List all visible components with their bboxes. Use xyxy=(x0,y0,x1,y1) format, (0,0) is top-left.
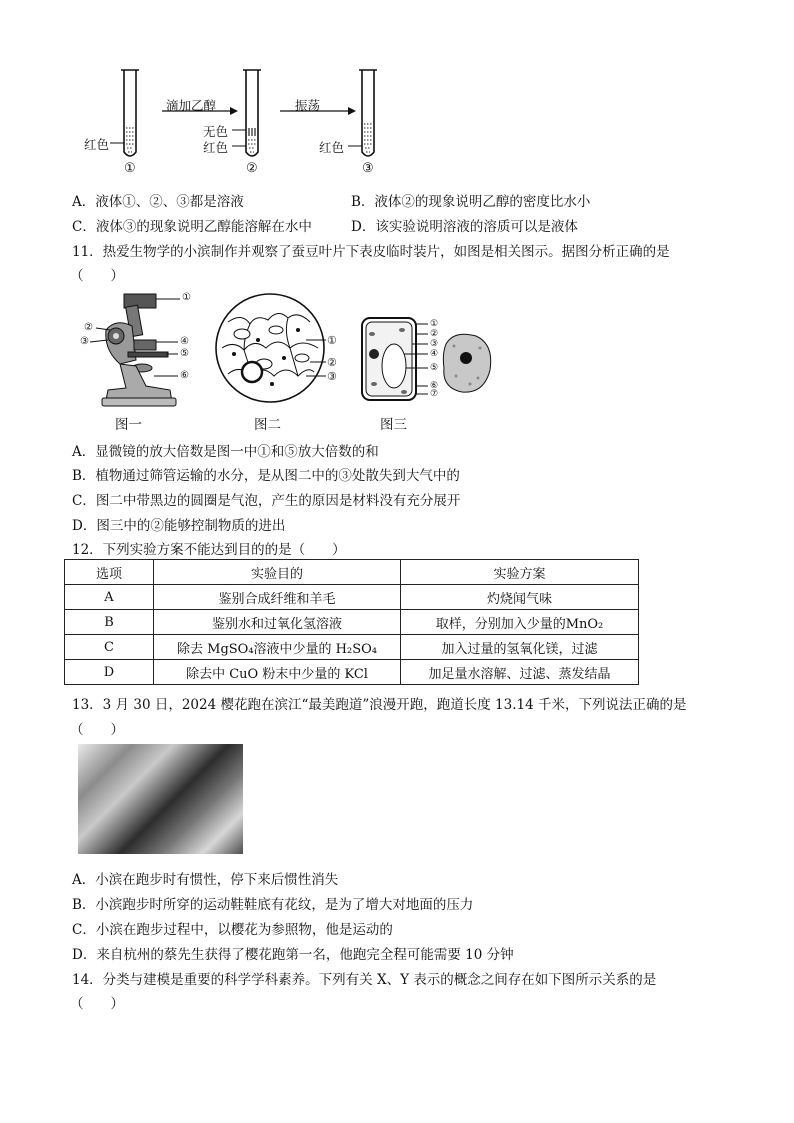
fig3-caption: 图三 xyxy=(380,417,407,433)
q11-option-b: B．植物通过筛管运输的水分，是从图二中的③处散失到大气中的 xyxy=(72,468,460,484)
fig2-mark-1: ① xyxy=(327,334,337,347)
q11-answer-paren: （ ） xyxy=(70,268,124,284)
test-tube-1 xyxy=(110,70,139,156)
fig3-mark-3: ③ xyxy=(430,339,439,349)
table-row xyxy=(65,585,639,610)
microscope-figure xyxy=(76,290,196,410)
fig3-mark-4: ④ xyxy=(430,349,439,359)
table-header-plan: 实验方案 xyxy=(401,560,639,585)
table-row xyxy=(65,610,639,635)
fig3-mark-5: ⑤ xyxy=(430,363,439,373)
q13-option-c: C．小滨在跑步过程中，以樱花为参照物，他是运动的 xyxy=(72,922,393,938)
table-cell: 除去中 CuO 粉末中少量的 KCl xyxy=(154,660,401,685)
fig3-mark-1: ① xyxy=(430,319,439,329)
tube3-number: ③ xyxy=(362,161,374,176)
fig1-mark-6: ⑥ xyxy=(180,370,189,381)
table-cell: B xyxy=(65,610,154,635)
fig1-mark-4: ④ xyxy=(180,336,189,347)
q13-option-b: B．小滨跑步时所穿的运动鞋鞋底有花纹，是为了增大对地面的压力 xyxy=(72,897,474,913)
tube2-number: ② xyxy=(246,161,258,176)
q11-option-c: C．图二中带黑边的圆圈是气泡，产生的原因是材料没有充分展开 xyxy=(72,493,461,509)
test-tube-2 xyxy=(232,70,261,156)
fig1-mark-1: ① xyxy=(182,292,191,303)
fig1-mark-5: ⑤ xyxy=(180,348,189,359)
tube2-label-colorless: 无色 xyxy=(203,124,229,139)
fig2-mark-2: ② xyxy=(327,356,337,369)
q12-stem: 12．下列实验方案不能达到目的的是（ ） xyxy=(72,542,346,558)
fig1-mark-3: ③ xyxy=(80,336,89,347)
tube3-label-red: 红色 xyxy=(319,140,345,155)
experiment-table xyxy=(64,559,639,685)
q13-answer-paren: （ ） xyxy=(70,722,124,738)
fig3-mark-6: ⑥ xyxy=(430,381,439,391)
q10-option-d: D．该实验说明溶液的溶质可以是液体 xyxy=(351,219,578,235)
q13-option-a: A．小滨在跑步时有惯性，停下来后惯性消失 xyxy=(72,872,339,888)
fig1-mark-2: ② xyxy=(84,322,93,333)
table-cell: D xyxy=(65,660,154,685)
table-cell: 取样，分别加入少量的MnO₂ xyxy=(401,610,639,635)
table-cell: 鉴别合成纤维和羊毛 xyxy=(154,585,401,610)
q10-option-b: B．液体②的现象说明乙醇的密度比水小 xyxy=(351,194,591,210)
q11-stem: 11．热爱生物学的小滨制作并观察了蚕豆叶片下表皮临时装片，如图是相关图示。据图分析正确的是 xyxy=(72,244,670,260)
fig3-mark-2: ② xyxy=(430,329,439,339)
tube2-label-red: 红色 xyxy=(203,140,229,155)
q11-option-d: D．图三中的②能够控制物质的进出 xyxy=(72,518,286,534)
fig2-caption: 图二 xyxy=(254,417,281,433)
cherry-run-photo xyxy=(78,744,243,854)
fig1-caption: 图一 xyxy=(115,417,142,433)
table-header-goal: 实验目的 xyxy=(154,560,401,585)
fig2-mark-3: ③ xyxy=(327,370,337,383)
table-row xyxy=(65,660,639,685)
table-cell: A xyxy=(65,585,154,610)
test-tube-3 xyxy=(348,70,377,156)
table-cell: 加足量水溶解、过滤、蒸发结晶 xyxy=(401,660,639,685)
table-cell: 除去 MgSO₄溶液中少量的 H₂SO₄ xyxy=(154,635,401,660)
table-cell: C xyxy=(65,635,154,660)
table-header-row xyxy=(65,560,639,585)
q13-option-d: D．来自杭州的蔡先生获得了樱花跑第一名，他跑完全程可能需要 10 分钟 xyxy=(72,947,514,963)
tube1-number: ① xyxy=(124,161,136,176)
cell-figure xyxy=(358,314,498,404)
leaf-epidermis-figure xyxy=(214,292,326,404)
q10-option-c: C．液体③的现象说明乙醇能溶解在水中 xyxy=(72,219,312,235)
q13-stem: 13．3 月 30 日，2024 樱花跑在滨江“最美跑道”浪漫开跑，跑道长度 13.14 千米，下列说法正确的是 xyxy=(72,697,687,713)
arrow-label-shake: 振荡 xyxy=(295,98,321,113)
table-cell: 加入过量的氢氧化镁，过滤 xyxy=(401,635,639,660)
table-header-option: 选项 xyxy=(65,560,154,585)
q14-stem: 14．分类与建模是重要的科学学科素养。下列有关 X、Y 表示的概念之间存在如下图所示关系的是 xyxy=(72,972,657,988)
table-row xyxy=(65,635,639,660)
arrow-label-add-ethanol: 滴加乙醇 xyxy=(166,98,217,113)
table-cell: 灼烧闻气味 xyxy=(401,585,639,610)
q14-answer-paren: （ ） xyxy=(70,996,124,1012)
table-cell: 鉴别水和过氧化氢溶液 xyxy=(154,610,401,635)
tube1-label-red: 红色 xyxy=(84,137,110,152)
q10-option-a: A．液体①、②、③都是溶液 xyxy=(72,194,244,210)
q11-option-a: A．显微镜的放大倍数是图一中①和⑤放大倍数的和 xyxy=(72,444,379,460)
fig3-mark-7: ⑦ xyxy=(430,389,439,399)
